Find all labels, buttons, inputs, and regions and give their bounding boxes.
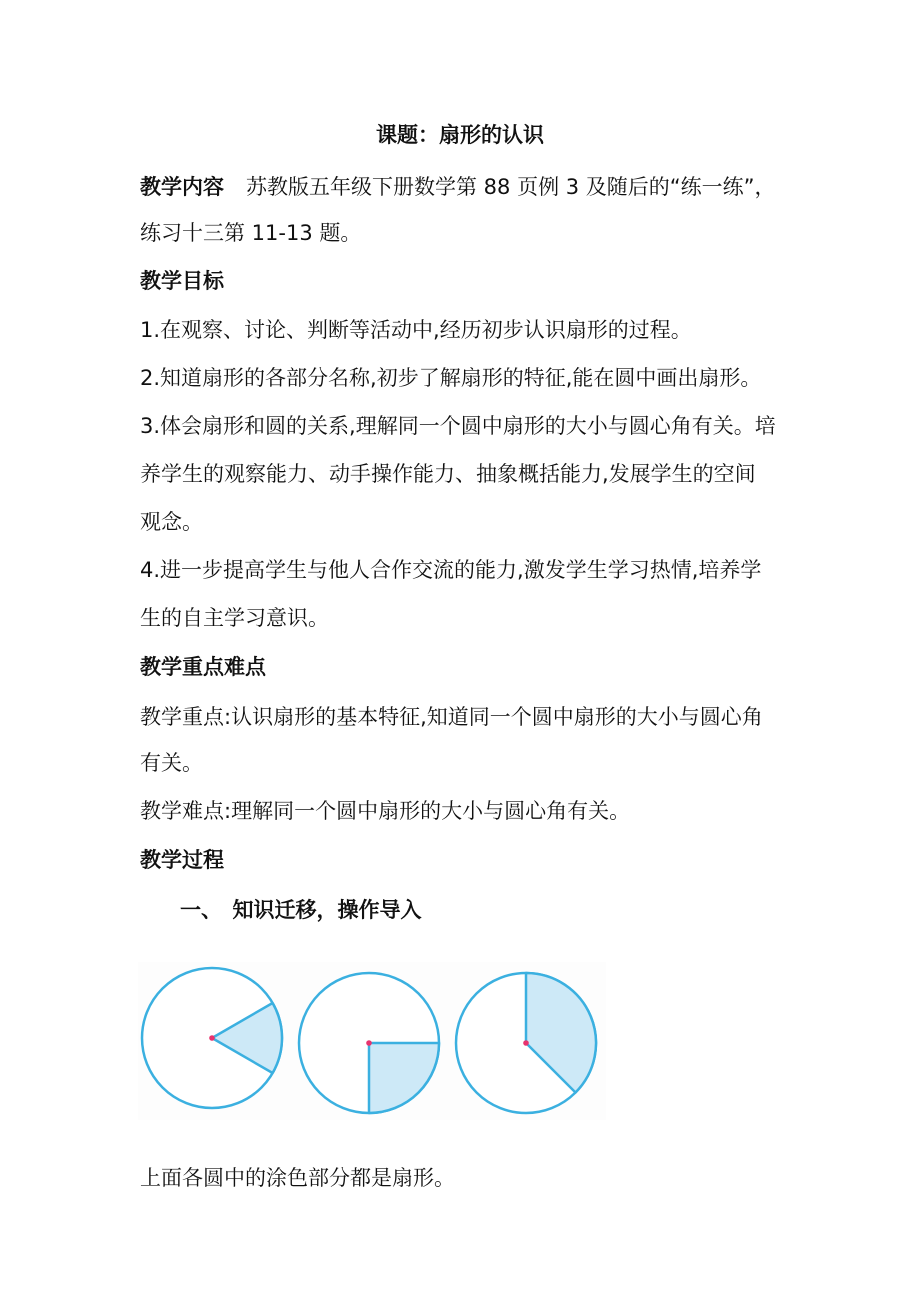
- objective-3-line-1: 3.体会扇形和圆的关系,理解同一个圆中扇形的大小与圆心角有关。培: [140, 414, 776, 438]
- objective-3-line-3: 观念。: [140, 510, 203, 534]
- sector-circles: [138, 962, 606, 1120]
- process-heading: 教学过程: [140, 848, 224, 872]
- key-points-heading: 教学重点难点: [140, 655, 266, 679]
- objective-1: 1.在观察、讨论、判断等活动中,经历初步认识扇形的过程。: [140, 318, 692, 342]
- difficulty-line: 教学难点:理解同一个圆中扇形的大小与圆心角有关。: [140, 799, 631, 823]
- center-point-2: [366, 1040, 372, 1046]
- objective-2: 2.知道扇形的各部分名称,初步了解扇形的特征,能在圆中画出扇形。: [140, 366, 762, 390]
- page-title: 课题：扇形的认识: [376, 123, 544, 147]
- objectives-heading: 教学目标: [140, 269, 224, 293]
- objective-3-line-2: 养学生的观察能力、动手操作能力、抽象概括能力,发展学生的空间: [140, 462, 756, 486]
- content-line-1: [140, 172, 776, 202]
- content-text-1: 苏教版五年级下册数学第 88 页例 3 及随后的“练一练”，: [246, 175, 776, 199]
- figure-caption: 上面各圆中的涂色部分都是扇形。: [140, 1166, 455, 1190]
- objective-4-line-1: 4.进一步提高学生与他人合作交流的能力,激发学生学习热情,培养学: [140, 558, 762, 582]
- center-point-3: [523, 1040, 529, 1046]
- sector-figure: [138, 962, 606, 1120]
- focus-line-1: 教学重点:认识扇形的基本特征,知道同一个圆中扇形的大小与圆心角: [140, 705, 763, 729]
- focus-line-2: 有关。: [140, 751, 203, 775]
- section-1-heading: 一、 知识迁移，操作导入: [180, 898, 422, 922]
- center-point-1: [209, 1035, 215, 1041]
- objective-4-line-2: 生的自主学习意识。: [140, 606, 329, 630]
- sector-2: [369, 1043, 439, 1113]
- content-label: 教学内容: [140, 175, 224, 199]
- content-line-2: 练习十三第 11-13 题。: [140, 221, 362, 245]
